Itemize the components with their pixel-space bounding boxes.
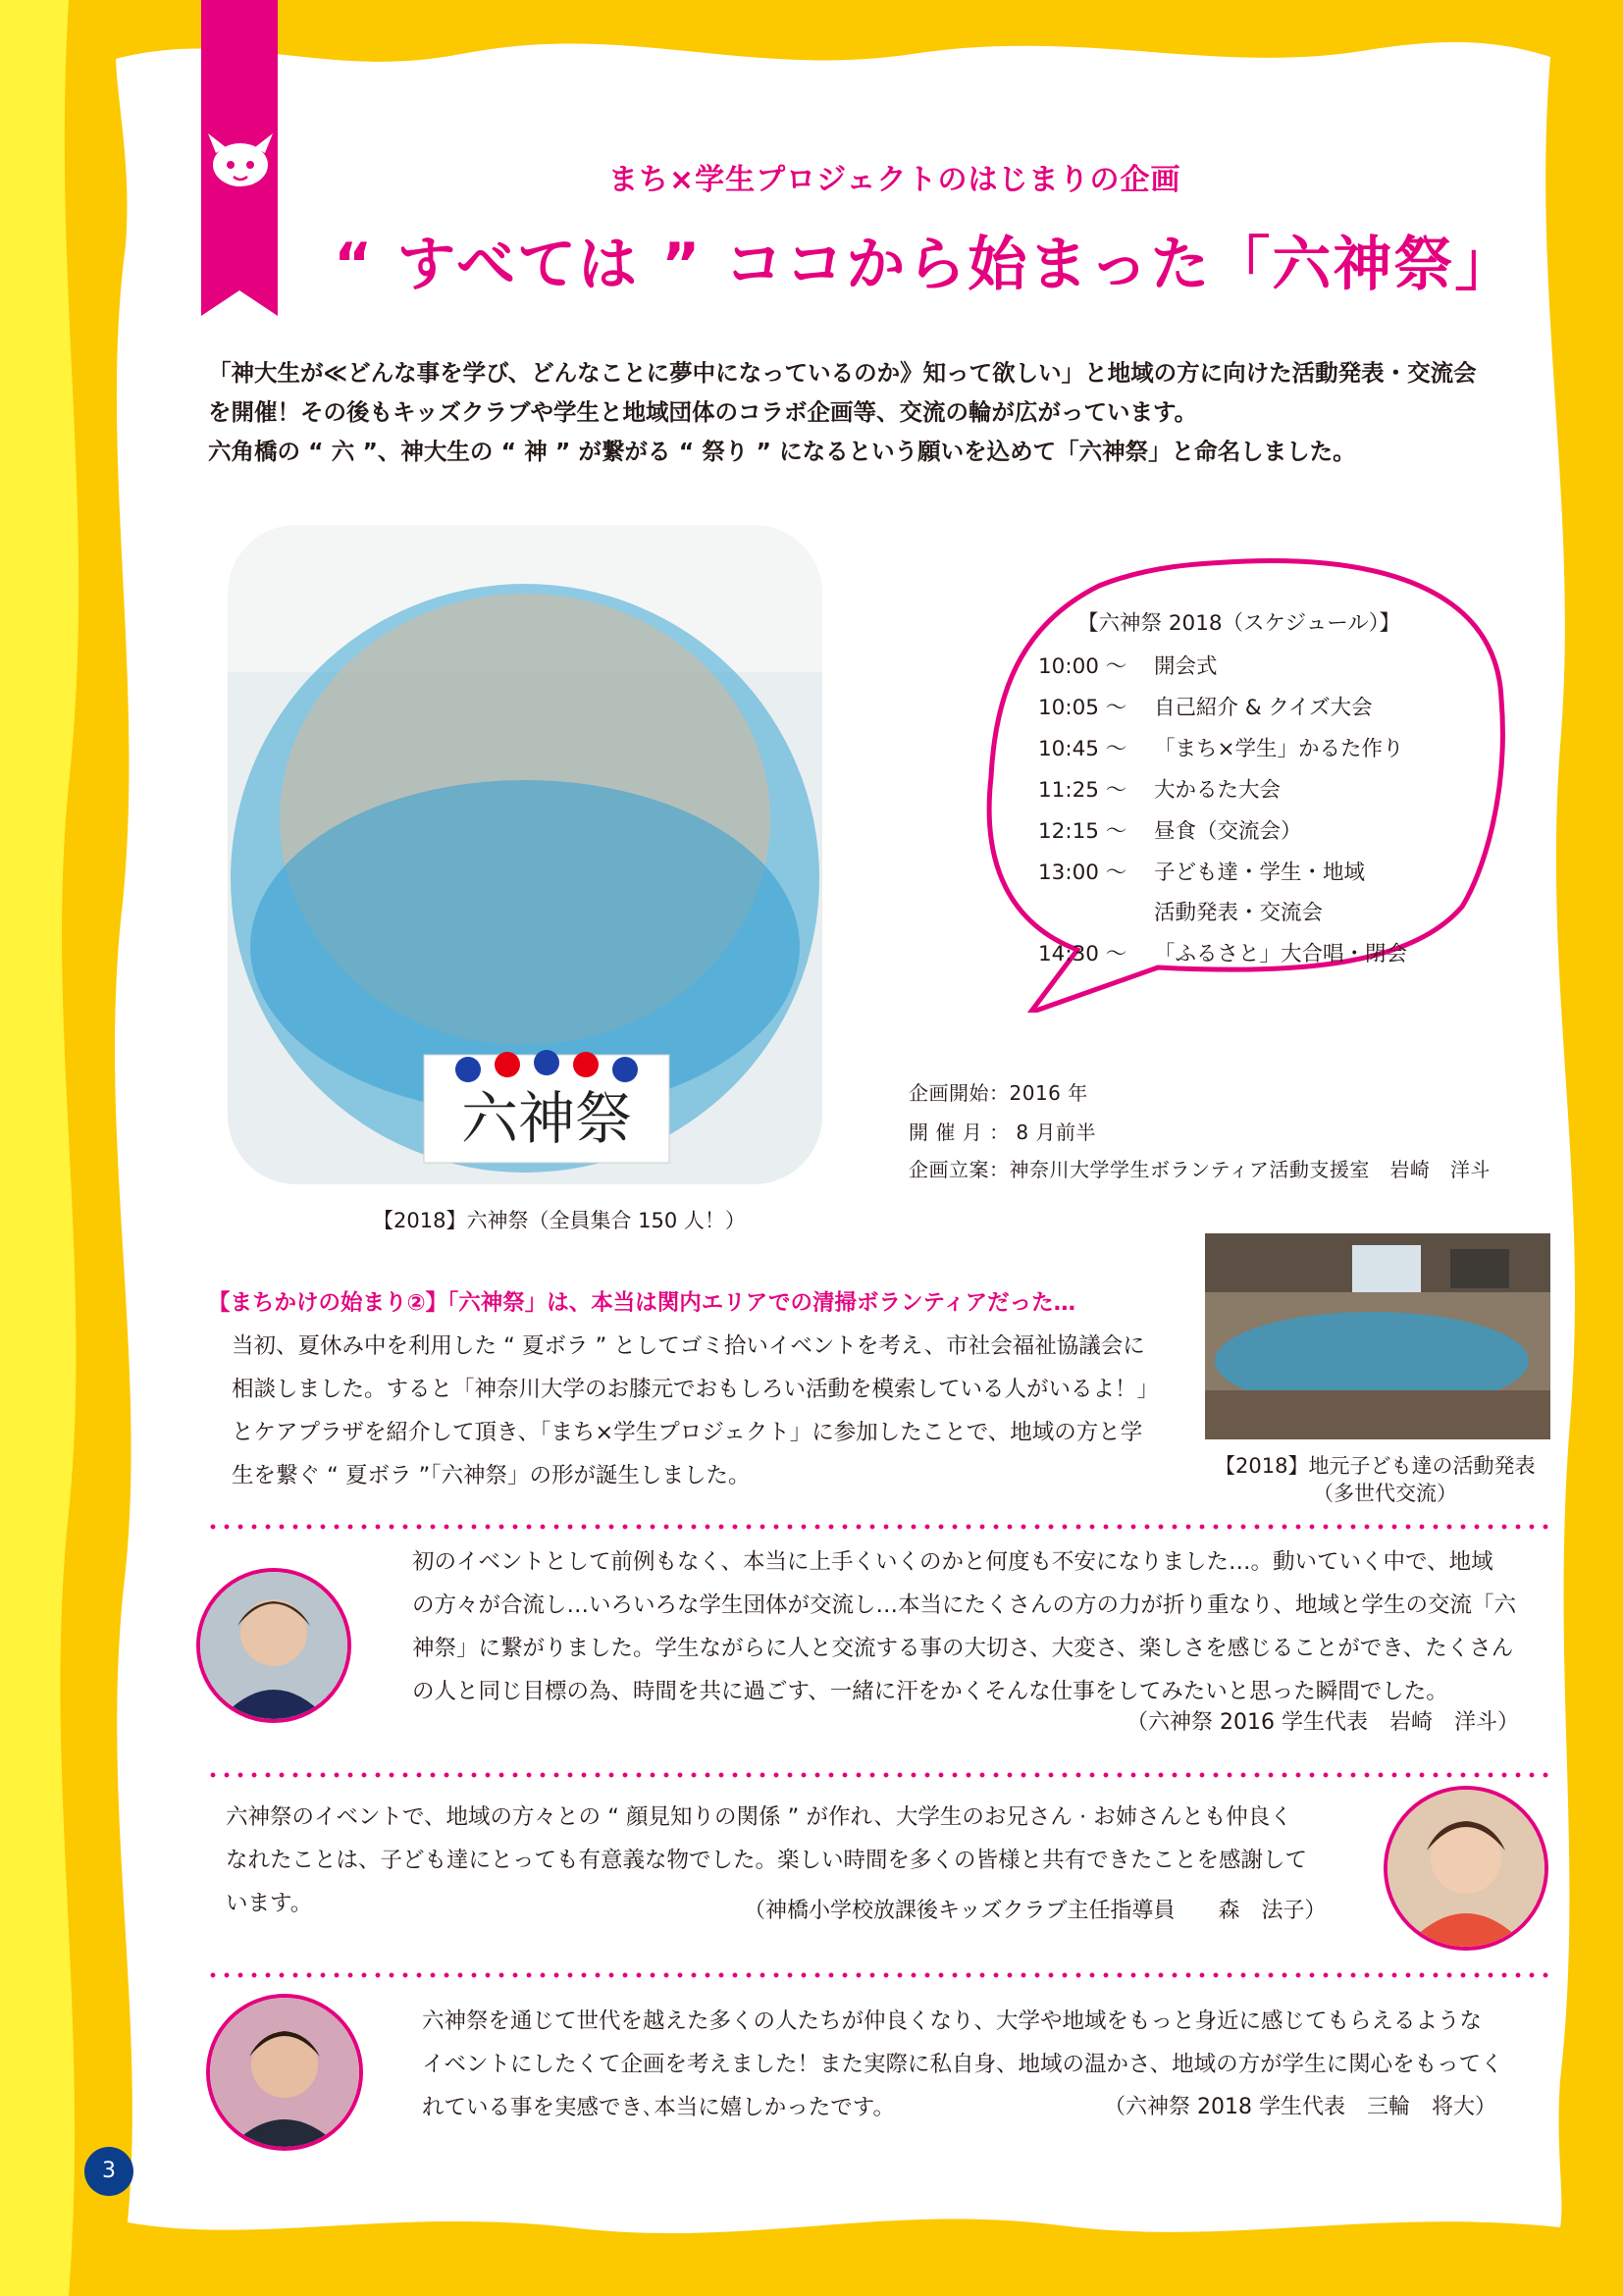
dotted-divider [206,1772,1556,1778]
testimonial-signature: （六神祭 2018 学生代表 三輪 将大） [1104,2095,1496,2119]
schedule-item: 11:25 ～ 大かるた大会 [1038,778,1282,803]
testimonial-line: の方々が合流し…いろいろな学生団体が交流し…本当にたくさんの方の力が折り重なり、地域と学生の交流「六 [412,1592,1517,1618]
info-start: 企画開始：2016 年 [909,1081,1088,1105]
intro-text [208,353,1562,471]
schedule-item: 活動発表・交流会 [1154,901,1324,925]
page-subtitle: まち×学生プロジェクトのはじまりの企画 [608,163,1181,197]
group-photo [228,525,822,1184]
schedule-item: 10:05 ～ 自己紹介 & クイズ大会 [1038,696,1373,720]
group-photo-caption: 【2018】六神祭（全員集合 150 人！） [373,1209,746,1232]
section-heading: 【まちかけの始まり②】「六神祭」は、本当は関内エリアでの清掃ボランティアだった… [208,1290,1076,1316]
testimonial-line: なれたことは、子ども達にとっても有意義な物でした。楽しい時間を多くの皆様と共有できたことを感謝して [226,1848,1308,1873]
info-month: 開 催 月 ： 8 月前半 [909,1121,1097,1144]
section-line: とケアプラザを紹介して頂き、「まち×学生プロジェクト」に参加したことで、地域の方と学 [232,1420,1143,1445]
testimonial-signature: （六神祭 2016 学生代表 岩崎 洋斗） [1126,1710,1519,1735]
intro-line: を開催！その後もキッズクラブや学生と地域団体のコラボ企画等、交流の輪が広がっています。 [208,398,1198,426]
testimonial-signature: （神橋小学校放課後キッズクラブ主任指導員 森 法子） [744,1899,1327,1923]
schedule-title: 【六神祭 2018（スケジュール）】 [1077,611,1401,636]
avatar [206,1994,363,2151]
testimonial-line: います。 [226,1891,313,1916]
testimonial-line: 初のイベントとして前例もなく、本当に上手くいくのかと何度も不安になりました…。動いていく中で、地域 [412,1549,1493,1575]
schedule-item: 10:00 ～ 開会式 [1038,654,1218,679]
testimonial-line: イベントにしたくて企画を考えました！また実際に私自身、地域の温かさ、地域の方が学生に関心をもってく [422,2052,1503,2077]
testimonial-line: 六神祭を通じて世代を越えた多くの人たちが仲良くなり、大学や地域をもっと身近に感じてもらえるような [422,2009,1483,2034]
page-title: “ すべては ” ココから始まった「六神祭」 [334,231,1516,299]
intro-line: 六角橋の “ 六 ”、神大生の “ 神 ” が繋がる “ 祭り ” になるという願いを込めて「六神祭」と命名しました。 [208,438,1356,465]
dotted-divider [206,1972,1556,1978]
schedule-item: 10:45 ～ 「まち×学生」かるた作り [1038,737,1404,761]
avatar [1384,1786,1548,1951]
schedule-item: 12:15 ～ 昼食（交流会） [1038,819,1302,844]
schedule-item: 14:30 ～ 「ふるさと」大合唱・閉会 [1038,942,1408,966]
testimonial-line: 神祭」に繋がりました。学生ながらに人と交流する事の大切さ、大変さ、楽しさを感じることができ、たくさん [412,1636,1514,1661]
banner-text: 六神祭 [460,1085,633,1152]
section-body [232,1325,1159,1497]
intro-line: 「神大生が≪どんな事を学び、どんなことに夢中になっているのか》知って欲しい」と地域の方に向けた活動発表・交流会 [208,359,1477,387]
activity-photo [1205,1233,1550,1439]
testimonial-line: の人と同じ目標の為、時間を共に過ごす、一緒に汗をかくそんな仕事をしてみたいと思った瞬間でした。 [412,1679,1448,1704]
dotted-divider [206,1524,1556,1530]
section-line: 生を繋ぐ “ 夏ボラ ”「六神祭」の形が誕生しました。 [232,1463,751,1488]
page-number: 3 [84,2147,133,2196]
activity-photo-caption: （多世代交流） [1313,1482,1457,1505]
testimonial-line: 六神祭のイベントで、地域の方々との “ 顔見知りの関係 ” が作れ、大学生のお兄さん · お姉さんとも仲良く [226,1804,1292,1830]
activity-photo-caption: 【2018】地元子ども達の活動発表 [1215,1454,1536,1478]
testimonial-text [412,1540,1516,1713]
info-planner: 企画立案：神奈川大学学生ボランティア活動支援室 岩崎 洋斗 [909,1158,1491,1181]
avatar [196,1568,351,1723]
testimonial-line: れている事を実感でき､本当に嬉しかったです。 [422,2095,895,2120]
section-line: 当初、夏休み中を利用した “ 夏ボラ ” としてゴミ拾いイベントを考え、市社会福祉協議会に [232,1333,1145,1359]
mascot-face-icon [204,126,277,194]
section-line: 相談しました。すると「神奈川大学のお膝元でおもしろい活動を模索している人がいるよ！」 [232,1377,1160,1402]
schedule-item: 13:00 ～ 子ども達・学生・地域 [1038,861,1366,885]
